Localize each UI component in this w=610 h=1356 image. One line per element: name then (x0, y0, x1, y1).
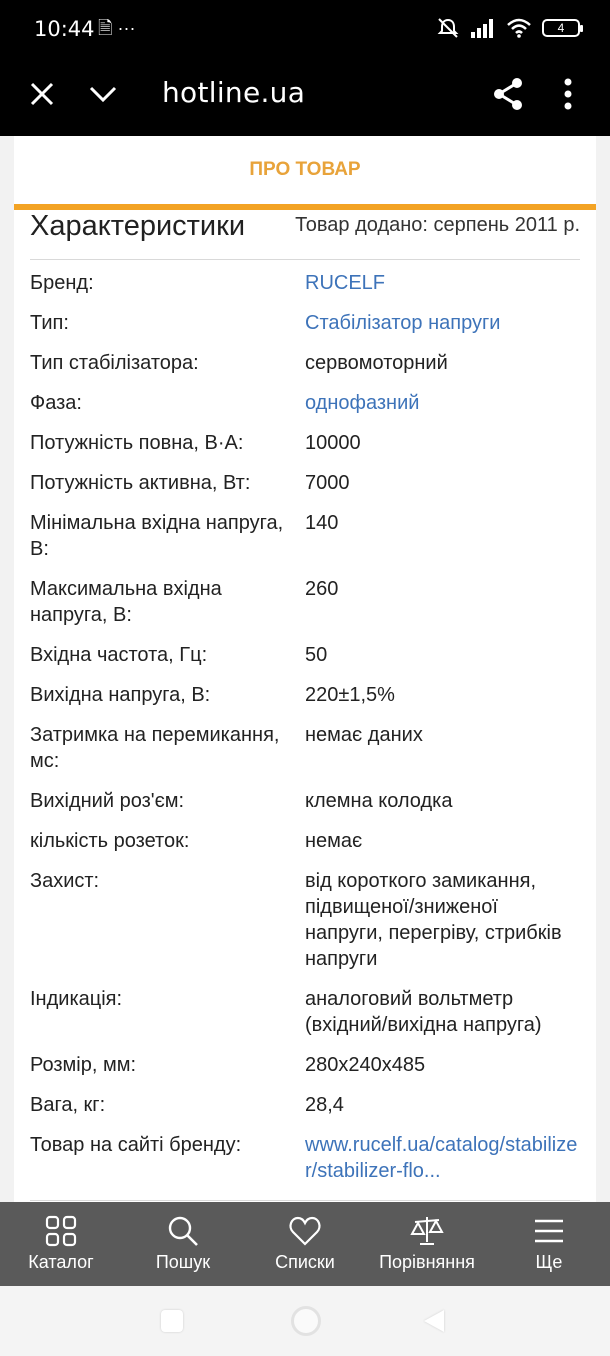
spec-label: Вихідна напруга, В: (30, 684, 211, 706)
tab-pro-tovar[interactable]: ПРО ТОВАР (249, 159, 361, 180)
spec-value: 140 (305, 512, 339, 534)
spec-row (30, 510, 580, 562)
specs-table (30, 270, 580, 1198)
spec-label: Мінімальна вхідна напруга, В: (30, 512, 284, 560)
section-title: Характеристики (30, 210, 246, 242)
status-right-icons (436, 17, 580, 39)
nav-label: Списки (275, 1252, 335, 1272)
recents-button[interactable] (161, 1310, 183, 1332)
characteristics-header (30, 210, 580, 258)
added-date: Товар додано: серпень 2011 р. (295, 214, 580, 236)
spec-value: 10000 (305, 432, 361, 454)
spec-row (30, 828, 580, 854)
nav-label: Каталог (28, 1252, 94, 1272)
browser-toolbar (0, 58, 610, 136)
menu-icon (532, 1214, 566, 1248)
battery-icon: 4 (542, 19, 580, 37)
spec-row (30, 986, 580, 1038)
spec-value-link[interactable]: однофазний (305, 392, 420, 414)
page-url-title[interactable]: hotline.ua (162, 76, 306, 109)
spec-row (30, 390, 580, 416)
spec-value-link[interactable]: Стабілізатор напруги (305, 312, 501, 334)
nav-item-search[interactable] (122, 1202, 244, 1286)
home-button[interactable] (291, 1306, 321, 1336)
spec-row (30, 642, 580, 668)
more-vert-icon[interactable] (558, 76, 578, 112)
spec-row (30, 470, 580, 496)
system-nav-bar (0, 1286, 610, 1356)
spec-value: сервомоторний (305, 352, 448, 374)
nav-item-compare[interactable] (366, 1202, 488, 1286)
search-icon (166, 1214, 200, 1248)
spec-label: Фаза: (30, 392, 82, 414)
close-icon[interactable] (26, 78, 58, 110)
chevron-down-icon[interactable] (86, 78, 120, 110)
wifi-icon (506, 18, 532, 38)
notification-icons: 🗎 ··· (98, 18, 136, 38)
product-card (14, 136, 596, 1202)
spec-value: 280x240x485 (305, 1054, 426, 1076)
spec-value: 260 (305, 578, 339, 600)
scales-icon (410, 1214, 444, 1248)
spec-row (30, 1092, 580, 1118)
bottom-nav (0, 1202, 610, 1286)
nav-item-catalog[interactable] (0, 1202, 122, 1286)
spec-label: кількість розеток: (30, 830, 190, 852)
spec-label: Тип стабілізатора: (30, 352, 199, 374)
spec-row (30, 430, 580, 456)
spec-row (30, 1052, 580, 1078)
back-button[interactable] (424, 1310, 444, 1332)
spec-row (30, 576, 580, 628)
spec-value: від короткого замикання, підвищеної/зниженої напруги, перегріву, стрибків напруги (305, 870, 562, 970)
spec-row (30, 350, 580, 376)
spec-value-link[interactable]: www.rucelf.ua/catalog/stabilizer/stabilizer-flo... (305, 1134, 578, 1182)
spec-label: Вхідна частота, Гц: (30, 644, 208, 666)
nav-item-lists[interactable] (244, 1202, 366, 1286)
spec-label: Затримка на перемикання, мс: (30, 724, 280, 772)
heart-icon (288, 1214, 322, 1248)
spec-label: Індикація: (30, 988, 123, 1010)
divider (30, 259, 580, 260)
page-content (0, 136, 610, 1202)
spec-row (30, 868, 580, 972)
spec-value: немає даних (305, 724, 423, 746)
spec-label: Тип: (30, 312, 69, 334)
status-bar (0, 0, 610, 58)
spec-row (30, 270, 580, 296)
spec-row (30, 310, 580, 336)
spec-label: Потужність повна, В·А: (30, 432, 244, 454)
spec-value: аналоговий вольтметр (вхідний/вихідна напруга) (305, 988, 542, 1036)
spec-row (30, 722, 580, 774)
nav-label: Порівняння (379, 1252, 475, 1272)
spec-value: 220±1,5% (305, 684, 395, 706)
spec-value: 28,4 (305, 1094, 344, 1116)
spec-label: Захист: (30, 870, 100, 892)
spec-label: Максимальна вхідна напруга, В: (30, 578, 222, 626)
spec-value: 50 (305, 644, 328, 666)
spec-row (30, 682, 580, 708)
signal-icon (470, 18, 496, 38)
spec-label: Вага, кг: (30, 1094, 106, 1116)
spec-value-link[interactable]: RUCELF (305, 272, 386, 294)
spec-row (30, 1132, 580, 1184)
spec-label: Вихідний роз'єм: (30, 790, 185, 812)
spec-value: клемна колодка (305, 790, 453, 812)
status-time: 10:44 (34, 17, 95, 41)
spec-value: немає (305, 830, 363, 852)
spec-row (30, 788, 580, 814)
share-icon[interactable] (490, 76, 526, 112)
spec-label: Розмір, мм: (30, 1054, 137, 1076)
spec-label: Товар на сайті бренду: (30, 1134, 242, 1156)
nav-item-more[interactable] (488, 1202, 610, 1286)
spec-label: Потужність активна, Вт: (30, 472, 251, 494)
mute-icon (436, 17, 460, 39)
nav-label: Пошук (155, 1252, 211, 1272)
spec-value: 7000 (305, 472, 350, 494)
spec-label: Бренд: (30, 272, 94, 294)
divider (30, 1200, 580, 1201)
grid-icon (44, 1214, 78, 1248)
nav-label: Ще (535, 1252, 563, 1272)
